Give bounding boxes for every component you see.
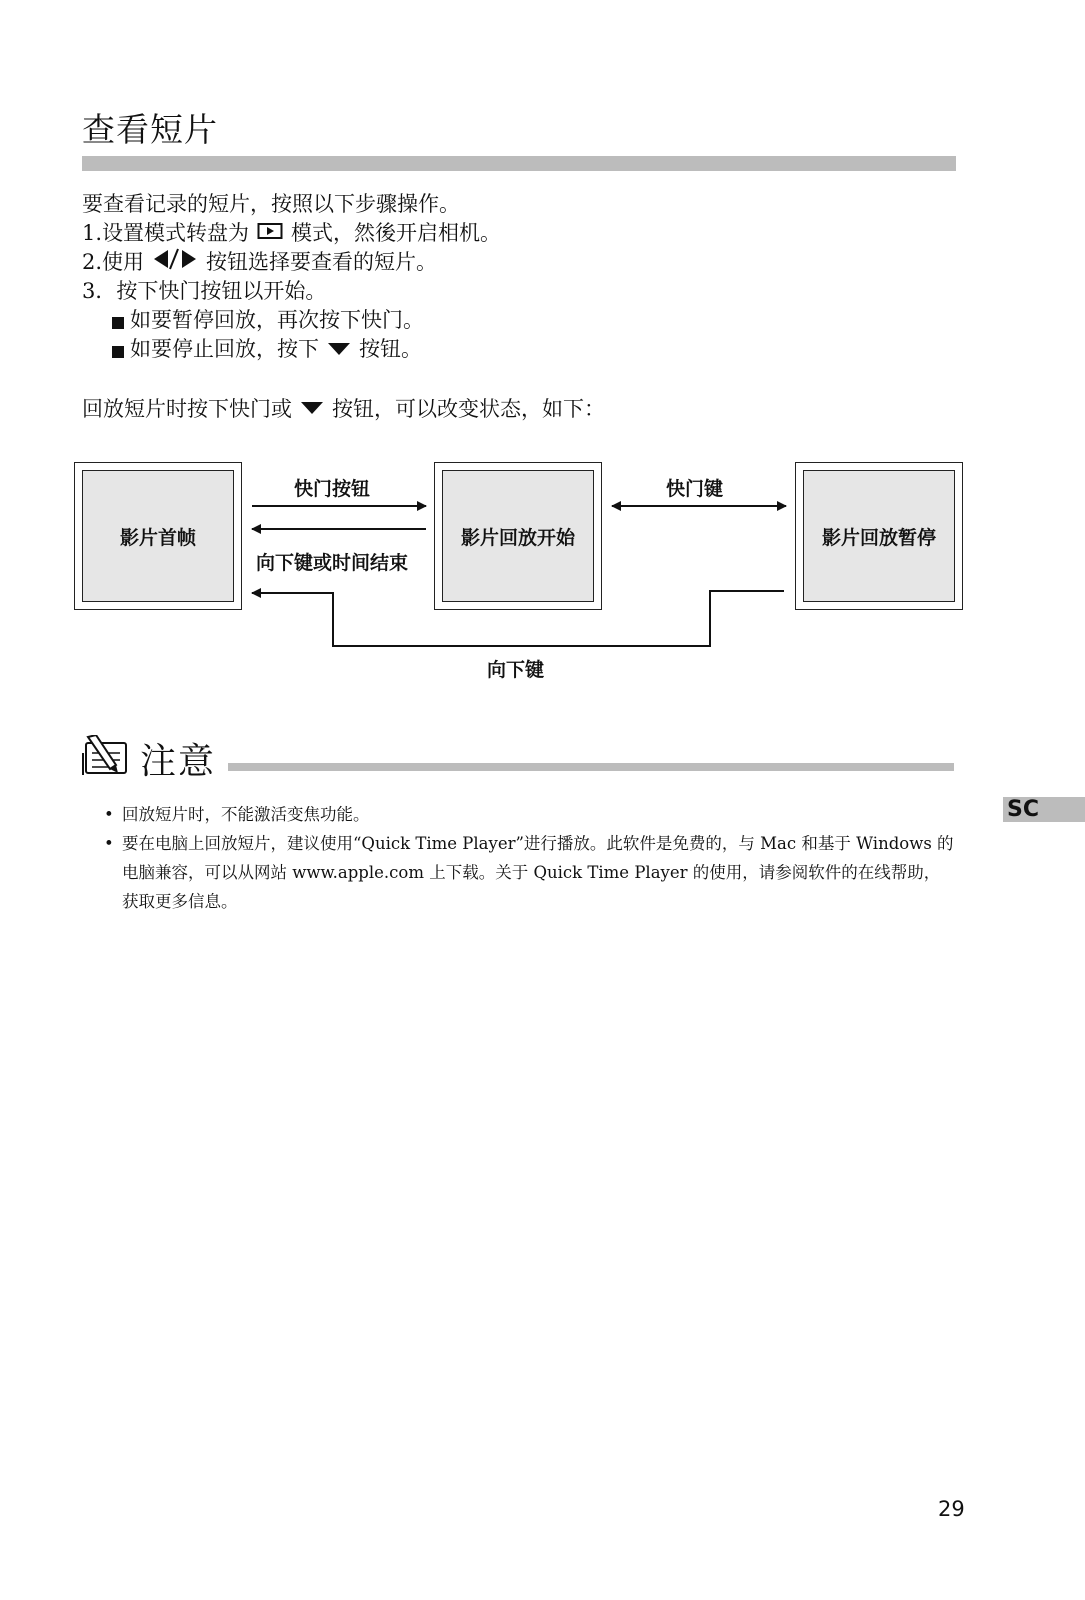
left-right-arrows-icon [152,247,198,279]
square-bullet [112,317,124,329]
down-triangle-icon [300,396,324,420]
bullet-stop-text: 如要停止回放，按下 [130,337,319,361]
label-down-or-end: 向下键或时间结束 [256,552,409,574]
page-number: 29 [938,1497,965,1521]
intro-line: 要查看记录的短片，按照以下步骤操作。 [82,192,460,216]
note-header [82,733,216,784]
state-box-first-frame [74,462,242,610]
note-list [104,800,954,916]
bullet-pause-text: 如要暂停回放，再次按下快门。 [130,308,424,332]
label-shutter-button: 快门按钮 [294,478,371,500]
state-text: 回放短片时按下快门或 [82,397,292,421]
state-box-playback-start [434,462,602,610]
step-2-text: 2.使用 [82,250,145,274]
step-2 [82,248,501,277]
square-bullet [112,346,124,358]
label-down-key: 向下键 [487,659,545,681]
note-divider [228,763,954,771]
arrow-down-key [252,591,784,646]
down-triangle-icon [327,335,351,364]
state-box-playback-pause [795,462,963,610]
bullet-stop [82,335,501,364]
page-title: 查看短片 [82,110,218,149]
state-box-first-frame-label: 影片首帧 [82,470,234,602]
step-2-text-end: 按钮选择要查看的短片。 [206,250,438,274]
instructions [82,190,501,364]
step-3: 3．按下快门按钮以开始。 [82,279,327,303]
note-item: • 要在电脑上回放短片，建议使用“Quick Time Player”进行播放。此软件是免费的，与 Mac 和基于 Windows 的电脑兼容，可以从网站 www.apple.com 上下载。关于 Quick Time Player 的使用，请参阅软件的在线帮助，获取更多信息。 [104,829,954,916]
note-item: • 回放短片时，不能激活变焦功能。 [104,800,954,829]
step-1-text-end: 模式，然後开启相机。 [291,221,502,245]
language-tab: SC [1003,797,1085,822]
state-change-line [82,393,605,423]
step-1 [82,219,501,248]
playback-mode-icon [257,219,283,248]
title-divider [82,156,956,171]
note-title: 注意 [140,741,217,782]
state-box-playback-start-label: 影片回放开始 [442,470,594,602]
label-shutter-key: 快门键 [666,478,724,500]
note-pencil-icon [82,735,132,783]
state-text-end: 按钮，可以改变状态，如下： [332,397,605,421]
state-box-playback-pause-label: 影片回放暂停 [803,470,955,602]
bullet-pause [82,306,501,335]
step-1-text: 1.设置模式转盘为 [82,221,250,245]
bullet-stop-text-end: 按钮。 [359,337,422,361]
